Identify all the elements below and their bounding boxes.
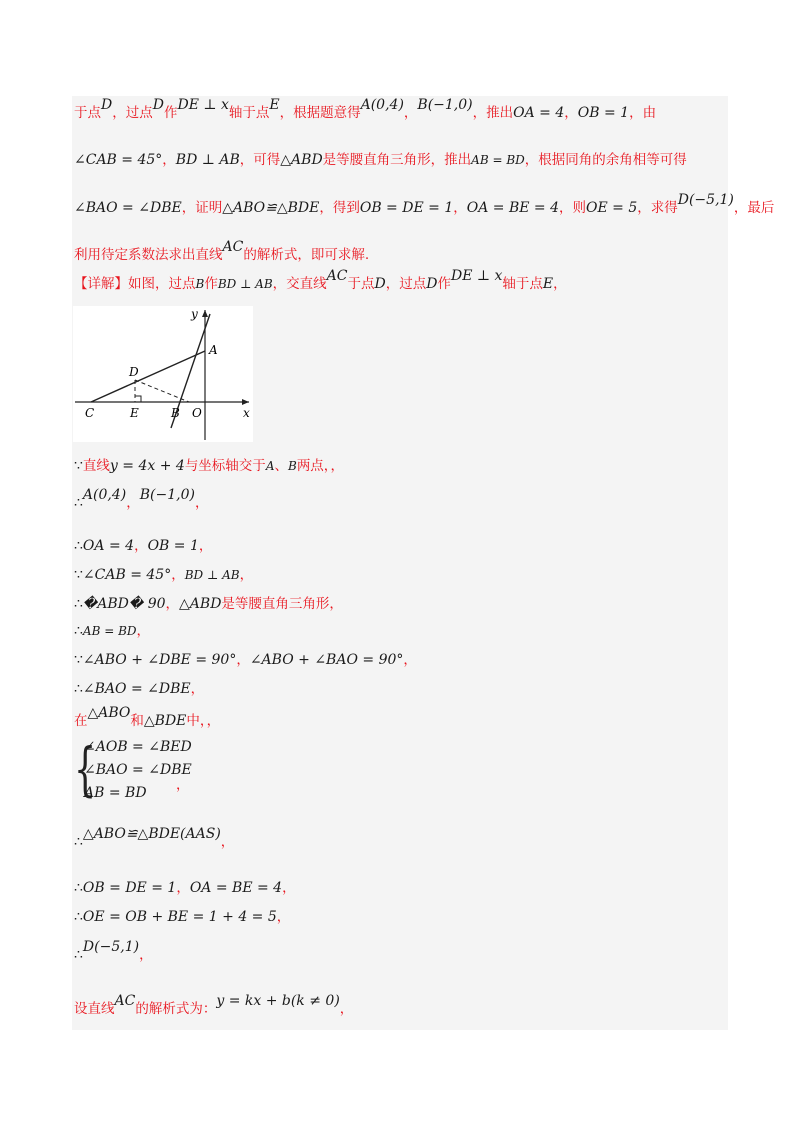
step-line (74, 826, 235, 851)
math: ∠ABO + ∠DBE = 90° (82, 652, 237, 668)
math: △ABD (280, 152, 323, 168)
text: ，根据题意得 (279, 105, 361, 121)
math: OA = 4 (513, 105, 565, 121)
text: ， (339, 1001, 354, 1017)
text: ， (236, 652, 250, 668)
system-row-3: AB = BD (84, 785, 147, 801)
text: ，得到 (319, 200, 360, 216)
math: AC (222, 239, 244, 255)
text: 利用待定系数法求出直线 (74, 247, 223, 263)
text: ， (176, 880, 190, 896)
point-c-label: C (85, 406, 95, 420)
text: ， (453, 200, 467, 216)
detail-tag: 【详解】 (74, 276, 128, 292)
math: ∠BAO = ∠DBE (74, 200, 182, 216)
math: OA = BE = 4 (189, 880, 283, 896)
math: ∠ABO + ∠BAO = 90° (249, 652, 404, 668)
text: 作 (204, 276, 218, 292)
text: ， (162, 152, 176, 168)
step-line (74, 487, 209, 512)
text: 与坐标轴交于 (184, 458, 266, 474)
coordinate-diagram (73, 306, 253, 442)
text: ， (165, 596, 180, 612)
math: D(−5,1) (82, 939, 140, 955)
text: ， (564, 105, 578, 121)
text: ， (139, 947, 153, 963)
text: ，最后 (733, 200, 775, 216)
text: ， (136, 623, 151, 639)
because-symbol: ∵ (74, 652, 83, 668)
text: ，求得 (637, 200, 678, 216)
text: ，过点 (112, 105, 153, 121)
therefore-symbol: ∴ (74, 495, 83, 511)
math: AB = BD (82, 624, 137, 638)
step-line (74, 651, 417, 669)
text: ， (282, 880, 296, 896)
geometry-figure (73, 306, 253, 442)
math: OA = BE = 4 (466, 200, 559, 216)
math: ∠BAO = ∠DBE (82, 681, 191, 697)
step-line (74, 705, 221, 730)
math: OB = DE = 1 (359, 200, 454, 216)
math: ∠CAB = 45° (74, 152, 163, 168)
text: 是等腰直角三角形， (221, 596, 343, 612)
therefore-symbol: ∴ (74, 596, 83, 612)
math: B (287, 459, 297, 473)
system-row-1: ∠AOB = ∠BED (84, 739, 192, 755)
math: OE = 5 (586, 200, 638, 216)
text: ， (171, 567, 185, 583)
math: △BDE (143, 713, 187, 729)
math: OB = 1 (577, 105, 630, 121)
text: 轴于点 (502, 276, 543, 292)
math: D(−5,1) (677, 192, 734, 208)
text: ，由 (629, 105, 657, 121)
because-symbol: ∵ (74, 567, 83, 583)
math: OB = 1 (147, 538, 199, 554)
math: ∠CAB = 45° (82, 567, 172, 583)
detail-line-1 (74, 268, 567, 293)
math: A (265, 459, 275, 473)
right-angle-mark (135, 396, 141, 402)
math: AC (326, 268, 348, 284)
math: △ABO≌△BDE (222, 200, 320, 216)
text: ， (198, 538, 213, 554)
math: OA = 4 (82, 538, 135, 554)
origin-label: O (192, 406, 202, 420)
step-line (74, 537, 212, 555)
point-a-label: A (209, 343, 218, 357)
therefore-symbol: ∴ (74, 947, 83, 963)
step-line (74, 566, 253, 584)
text: ， (126, 495, 140, 511)
text: ，证明 (181, 200, 223, 216)
math: A(0,4) (82, 487, 127, 503)
text: 如图，过点 (128, 276, 196, 292)
point-e-label: E (130, 406, 139, 420)
system-row-2: ∠BAO = ∠DBE (84, 762, 192, 778)
text: 两点，， (296, 458, 345, 474)
text: ，则 (559, 200, 586, 216)
math: B(−1,0) (139, 487, 195, 503)
text: ， (220, 834, 235, 850)
therefore-symbol: ∴ (74, 538, 83, 554)
segment-bd (135, 380, 189, 402)
math: AC (114, 993, 136, 1009)
text: 于点 (74, 105, 101, 121)
math: y = 4x + 4 (109, 458, 185, 474)
math: OE = OB + BE = 1 + 4 = 5 (82, 909, 277, 925)
text: 轴于点 (228, 105, 270, 121)
text: ， (239, 567, 254, 583)
text: 的解析式为： (135, 1001, 217, 1017)
text: ， (134, 538, 148, 554)
text: ，交直线 (272, 276, 327, 292)
math: BD ⊥ AB (217, 277, 273, 291)
text: 和 (130, 713, 144, 729)
math: y = kx + b(k ≠ 0) (216, 993, 340, 1009)
text: 中，， (186, 713, 221, 729)
left-brace: { (74, 735, 97, 803)
text: 于点 (347, 276, 375, 292)
therefore-symbol: ∴ (74, 834, 83, 850)
because-symbol: ∵ (74, 458, 83, 474)
y-axis-label: y (191, 307, 198, 321)
text: ， (190, 681, 205, 697)
text: ，过点 (385, 276, 427, 292)
x-axis-arrow (242, 399, 249, 405)
text: 在 (74, 713, 88, 729)
step-line (74, 993, 354, 1018)
math: △ABO (87, 705, 131, 721)
step-line (74, 595, 343, 613)
step-line (74, 908, 290, 926)
text: 、 (274, 458, 288, 474)
point-d-label: D (129, 365, 139, 379)
text: 是等腰直角三角形，推出 (322, 152, 472, 168)
step-line (74, 879, 296, 897)
text: ，推出 (472, 105, 514, 121)
analysis-line-3 (74, 192, 775, 217)
text: ， (194, 495, 209, 511)
math: DE ⊥ x (177, 97, 229, 113)
text: ，根据同角的余角相等可得 (524, 152, 687, 168)
text: 直线 (82, 458, 110, 474)
step-line (74, 680, 204, 698)
math: △ABO≌△BDE(AAS) (82, 826, 221, 842)
text: ， (553, 276, 567, 292)
analysis-line-2 (74, 151, 687, 169)
math: BD ⊥ AB (175, 152, 240, 168)
therefore-symbol: ∴ (74, 623, 83, 639)
x-axis-label: x (243, 406, 250, 420)
text: ，可得 (239, 152, 281, 168)
math: D (101, 97, 113, 113)
system-comma: ， (176, 777, 190, 793)
text: 的解析式，即可求解. (243, 247, 370, 263)
therefore-symbol: ∴ (74, 909, 83, 925)
math: D (374, 276, 386, 292)
text: ， (403, 105, 418, 121)
step-line (74, 939, 153, 964)
math: B (195, 277, 205, 291)
math: △ABD (179, 596, 222, 612)
math: DE ⊥ x (450, 268, 503, 284)
step-line (74, 622, 150, 640)
math: E (269, 97, 280, 113)
step-line (74, 457, 344, 475)
math: AB = BD (471, 153, 525, 167)
therefore-symbol: ∴ (74, 681, 83, 697)
math: D (152, 97, 164, 113)
therefore-symbol: ∴ (74, 880, 83, 896)
equation-system (74, 737, 214, 807)
y-axis-arrow (202, 310, 208, 317)
text: 设直线 (74, 1001, 115, 1017)
math: E (542, 276, 554, 292)
text: ， (276, 909, 291, 925)
text: ， (403, 652, 417, 668)
math: BD ⊥ AB (184, 568, 240, 582)
math: OB = DE = 1 (82, 880, 177, 896)
analysis-line-1 (74, 97, 657, 122)
math: B(−1,0) (417, 97, 473, 113)
math: �ABD� 90 (82, 596, 166, 612)
math: A(0,4) (360, 97, 404, 113)
point-b-label: B (171, 406, 180, 420)
text: 作 (437, 276, 451, 292)
math: D (426, 276, 438, 292)
text: 作 (163, 105, 178, 121)
analysis-line-4 (74, 239, 370, 264)
